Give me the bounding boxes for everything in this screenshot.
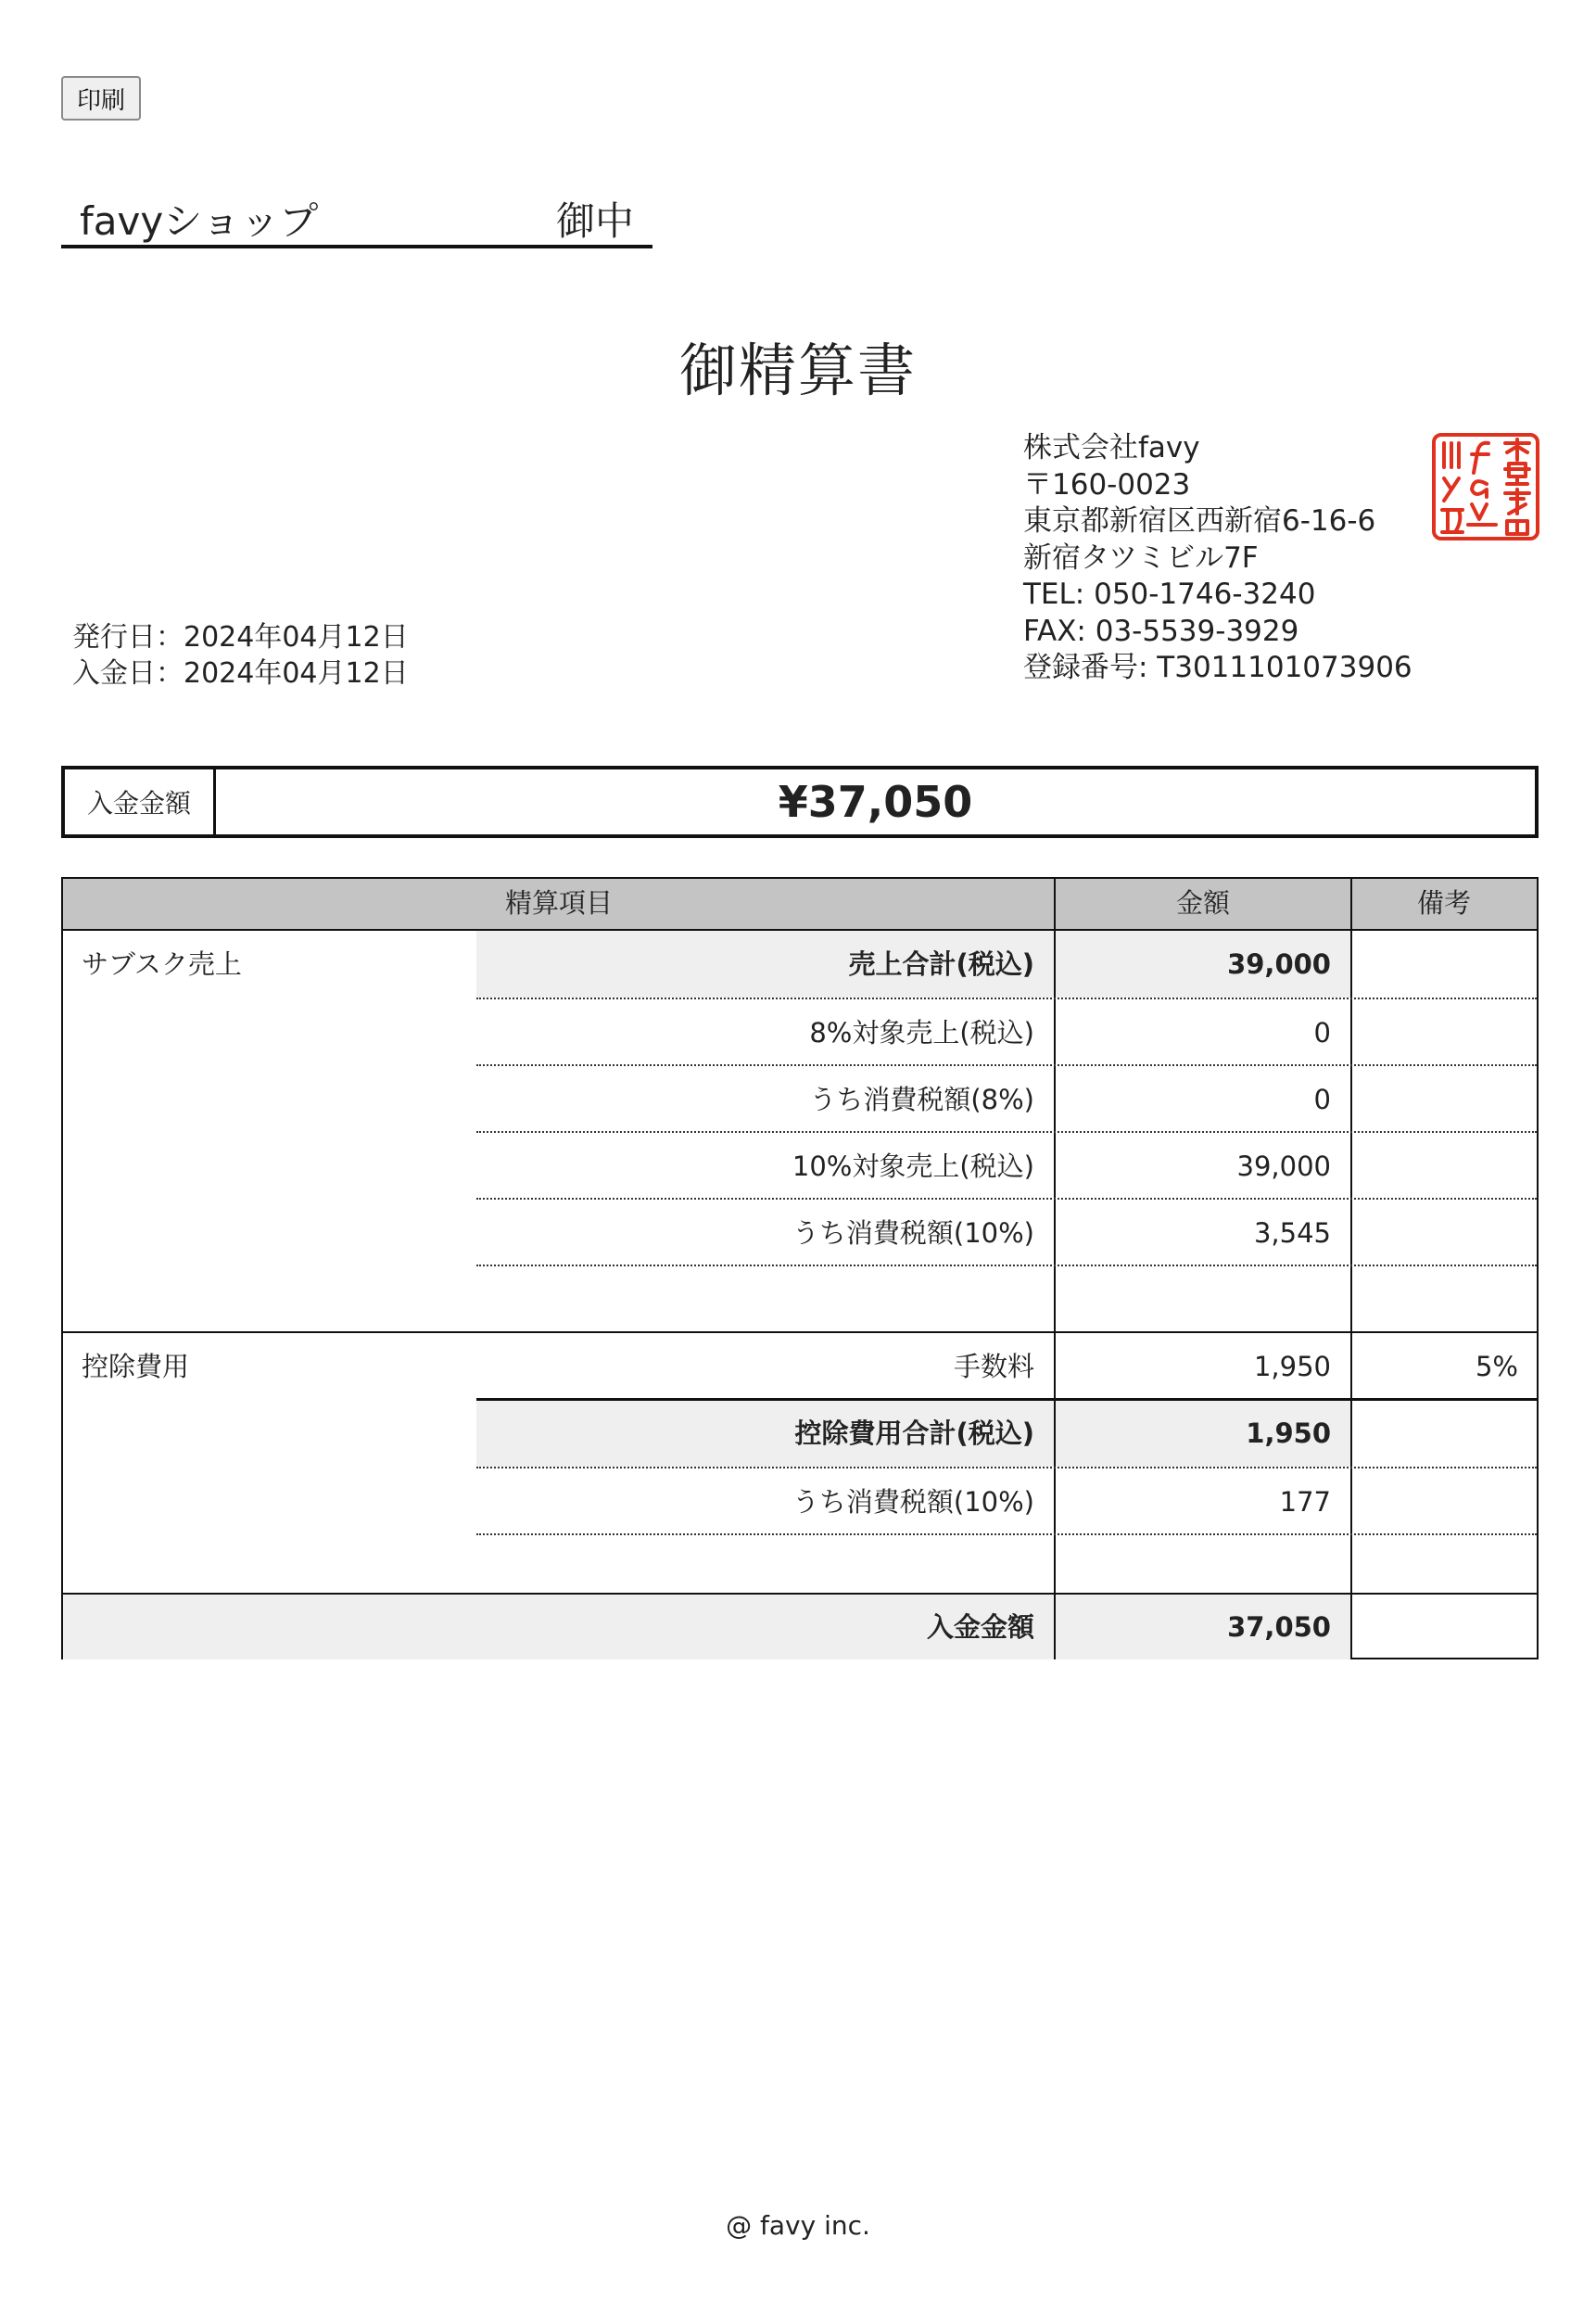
issuer-postal: 〒160-0023: [1023, 467, 1191, 502]
total-label: 入金金額: [926, 1611, 1034, 1643]
deduction-row-label: 手数料: [953, 1351, 1034, 1382]
header-item: 精算項目: [504, 887, 613, 919]
sales-row-amount: 39,000: [1227, 948, 1331, 980]
total-amount: 37,050: [1227, 1611, 1331, 1643]
header-amount: 金額: [1175, 887, 1230, 919]
sales-row-amount: 39,000: [1236, 1150, 1331, 1182]
issuer-fax: FAX: 03-5539-3929: [1023, 614, 1299, 648]
header-note: 備考: [1416, 887, 1471, 919]
payment-amount-box: [61, 766, 1539, 838]
issuer-address-1: 東京都新宿区西新宿6-16-6: [1023, 504, 1376, 538]
sales-row-label: 8%対象売上(税込): [809, 1017, 1034, 1049]
issuer-info: [1023, 430, 1412, 687]
sales-row-amount: 3,545: [1253, 1217, 1331, 1249]
sales-category: サブスク売上: [82, 948, 242, 980]
sales-row-amount: 0: [1313, 1084, 1331, 1115]
print-button[interactable]: 印刷: [61, 76, 141, 121]
company-seal-icon: [1431, 432, 1540, 541]
dates-block: [72, 619, 409, 692]
payment-amount-label: 入金金額: [65, 769, 216, 834]
settlement-table: [61, 877, 1539, 1659]
issuer-registration: 登録番号: T3011101073906: [1023, 651, 1412, 684]
issuer-tel: TEL: 050-1746-3240: [1023, 578, 1316, 611]
sales-row-amount: 0: [1313, 1017, 1331, 1049]
payment-amount-value: ¥37,050: [778, 777, 973, 827]
issuer-address-2: 新宿タツミビル7F: [1023, 540, 1259, 575]
sales-row-label: うち消費税額(10%): [792, 1217, 1034, 1249]
sales-row-label: 売上合計(税込): [848, 948, 1034, 980]
payment-date: 入金日：2024年04月12日: [72, 657, 409, 690]
deduction-row-amount: 177: [1279, 1486, 1331, 1518]
document-title: 御精算書: [678, 337, 917, 404]
deduction-row-note: 5%: [1475, 1351, 1518, 1382]
deduction-row-amount: 1,950: [1253, 1351, 1331, 1382]
recipient-line: [61, 185, 652, 248]
sales-row-label: 10%対象売上(税込): [792, 1150, 1034, 1182]
sales-row-label: うち消費税額(8%): [809, 1084, 1034, 1115]
recipient-name: favyショップ: [80, 198, 319, 244]
divider-note: [1350, 879, 1352, 1659]
deduction-row-label: 控除費用合計(税込): [794, 1417, 1034, 1449]
deduction-row-amount: 1,950: [1246, 1417, 1331, 1449]
deductions-category: 控除費用: [82, 1351, 190, 1382]
deduction-row-label: うち消費税額(10%): [792, 1486, 1034, 1518]
footer-copyright: @ favy inc.: [726, 2210, 870, 2241]
issue-date: 発行日：2024年04月12日: [72, 621, 409, 654]
issuer-company: 株式会社favy: [1023, 431, 1200, 464]
recipient-honorific: 御中: [555, 198, 634, 244]
